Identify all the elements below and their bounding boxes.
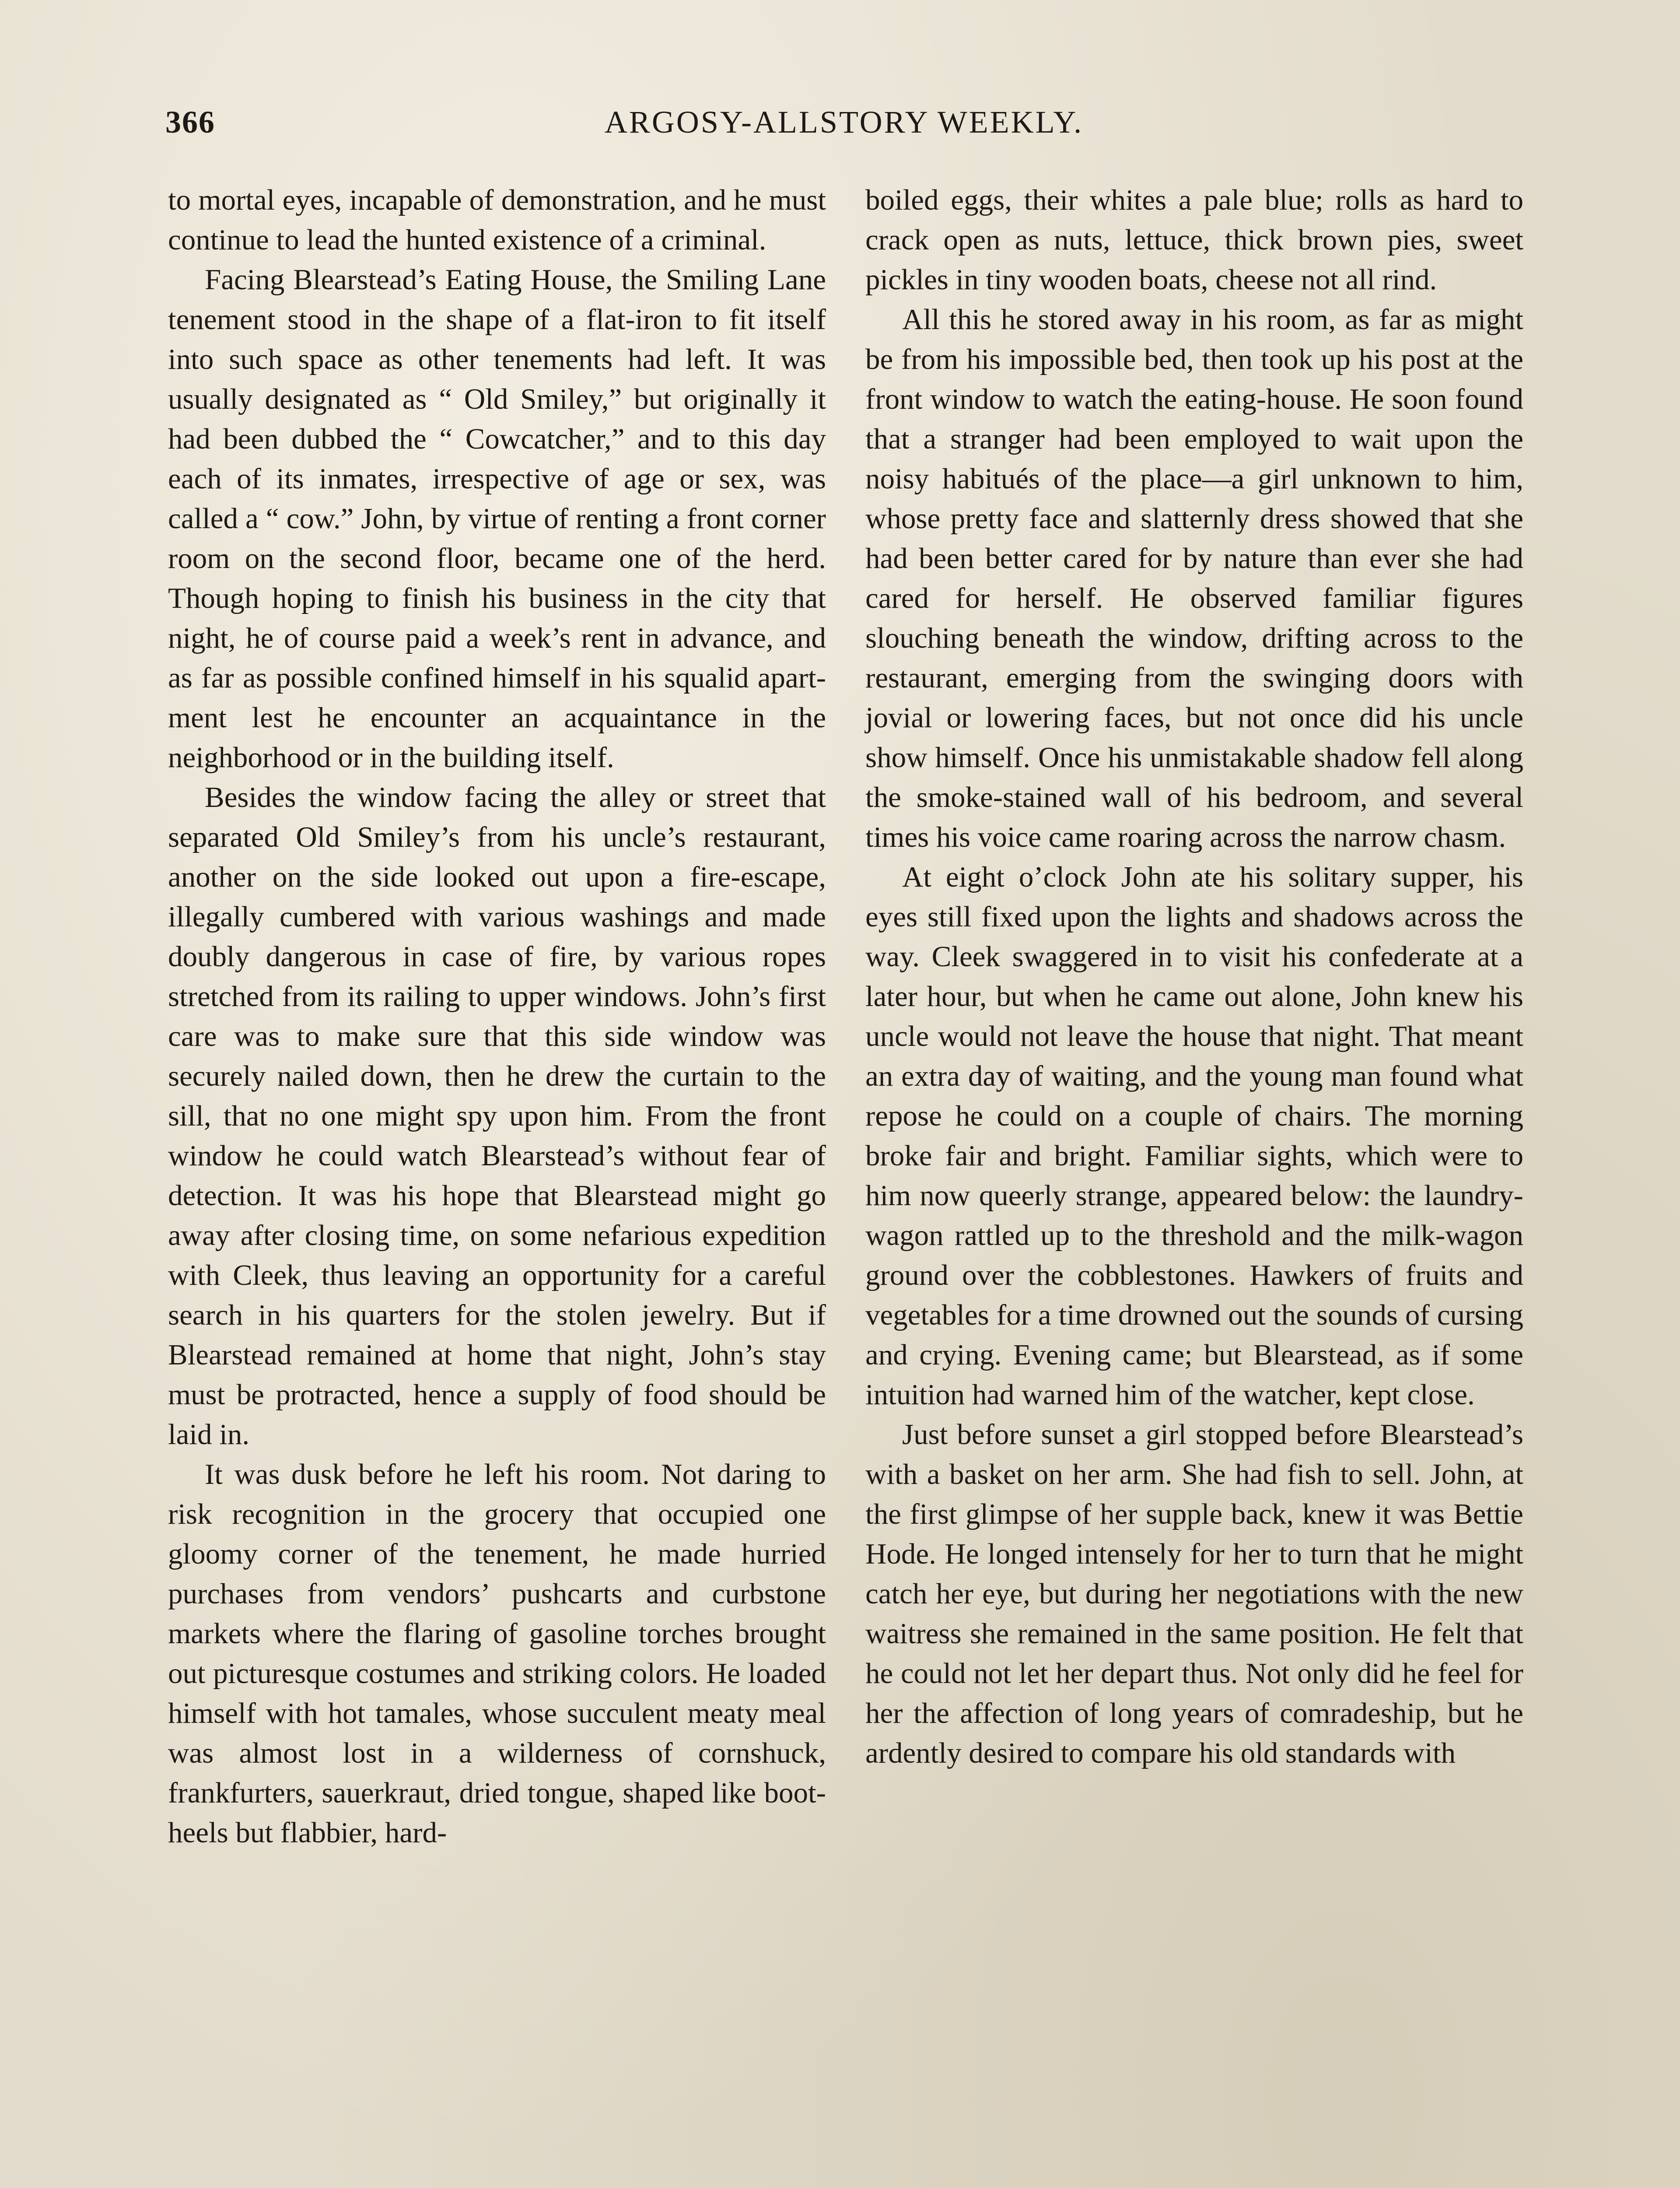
- paragraph: to mortal eyes, incapable of demonstration, and he must continue to lead the hunted existence of a criminal.: [168, 184, 826, 256]
- page-number: 366: [165, 105, 215, 140]
- paragraph: Besides the window facing the alley or street that separated Old Smiley’s from his uncle’s restaurant, another on the side looked out upon a fire-escape, illegally cumbered with various washings and made doubly dangerous in case of fire, by various ropes stretched from its railing to upper windows. John’s first care was to make sure that this side window was securely nailed down, then he drew the curtain to the sill, that no one might spy upon him. From the front window he could watch Blearstead’s without fear of detection. It was his hope that Blearstead might go away after closing time, on some nefarious expedition with Cleek, thus leaving an opportunity for a careful search in his quarters for the stolen jewelry. But if Blearstead remained at home that night, John’s stay must be protracted, hence a supply of food should be laid in.: [168, 781, 826, 1451]
- paragraph: All this he stored away in his room, as far as might be from his impossible bed, then took up his post at the front window to watch the eating-house. He soon found that a stranger had been employed to wait upon the noisy habitués of the place—a girl unknown to him, whose pretty face and slatternly dress showed that she had been better cared for by nature than ever she had cared for herself. He observed familiar figures slouching beneath the window, drifting across to the restaurant, emerging from the swinging doors with jovial or lowering faces, but not once did his uncle show himself. Once his unmistakable shadow fell along the smoke-stained wall of his bedroom, and several times his voice came roaring across the narrow chasm.: [865, 303, 1523, 853]
- right-column: [865, 180, 1523, 1773]
- running-head: ARGOSY-ALLSTORY WEEKLY.: [604, 105, 1084, 140]
- paragraph: boiled eggs, their whites a pale blue; rolls as hard to crack open as nuts, lettuce, thick brown pies, sweet pickles in tiny wooden boats, cheese not all rind.: [865, 184, 1523, 296]
- paragraph: It was dusk before he left his room. Not daring to risk recognition in the grocery that occupied one gloomy corner of the tenement, he made hurried purchases from vendors’ pushcarts and curbstone markets where the flaring of gasoline torches brought out picturesque costumes and striking colors. He loaded himself with hot tamales, whose succulent meaty meal was almost lost in a wilderness of cornshuck, frankfurters, sauerkraut, dried tongue, shaped like boot-heels but flabbier, hard-: [168, 1458, 826, 1849]
- page-header: [165, 104, 1522, 152]
- paragraph: At eight o’clock John ate his solitary supper, his eyes still fixed upon the lights and shadows across the way. Cleek swaggered in to visit his confederate at a later hour, but when he came out alone, John knew his uncle would not leave the house that night. That meant an extra day of waiting, and the young man found what repose he could on a couple of chairs. The morning broke fair and bright. Familiar sights, which were to him now queerly strange, appeared below: the laundry-wagon rattled up to the threshold and the milk-wagon ground over the cobblestones. Hawkers of fruits and vegetables for a time drowned out the sounds of cursing and crying. Evening came; but Blearstead, as if some intuition had warned him of the watcher, kept close.: [865, 861, 1523, 1411]
- paragraph: Facing Blearstead’s Eating House, the Smiling Lane tenement stood in the shape of a flat-iron to fit itself into such space as other tenements had left. It was usually designated as “ Old Smiley,” but originally it had been dubbed the “ Cowcatcher,” and to this day each of its inmates, irrespective of age or sex, was called a “ cow.” John, by virtue of renting a front corner room on the second floor, became one of the herd. Though hoping to finish his business in the city that night, he of course paid a week’s rent in advance, and as far as possible confined himself in his squalid apartment lest he encounter an acquaintance in the neighborhood or in the building itself.: [168, 263, 826, 774]
- paragraph: Just before sunset a girl stopped before Blearstead’s with a basket on her arm. She had fish to sell. John, at the first glimpse of her supple back, knew it was Bettie Hode. He longed intensely for her to turn that he might catch her eye, but during her negotiations with the new waitress she remained in the same position. He felt that he could not let her depart thus. Not only did he feel for her the affection of long years of comradeship, but he ardently desired to compare his old standards with: [865, 1418, 1523, 1769]
- left-column: [168, 180, 826, 1853]
